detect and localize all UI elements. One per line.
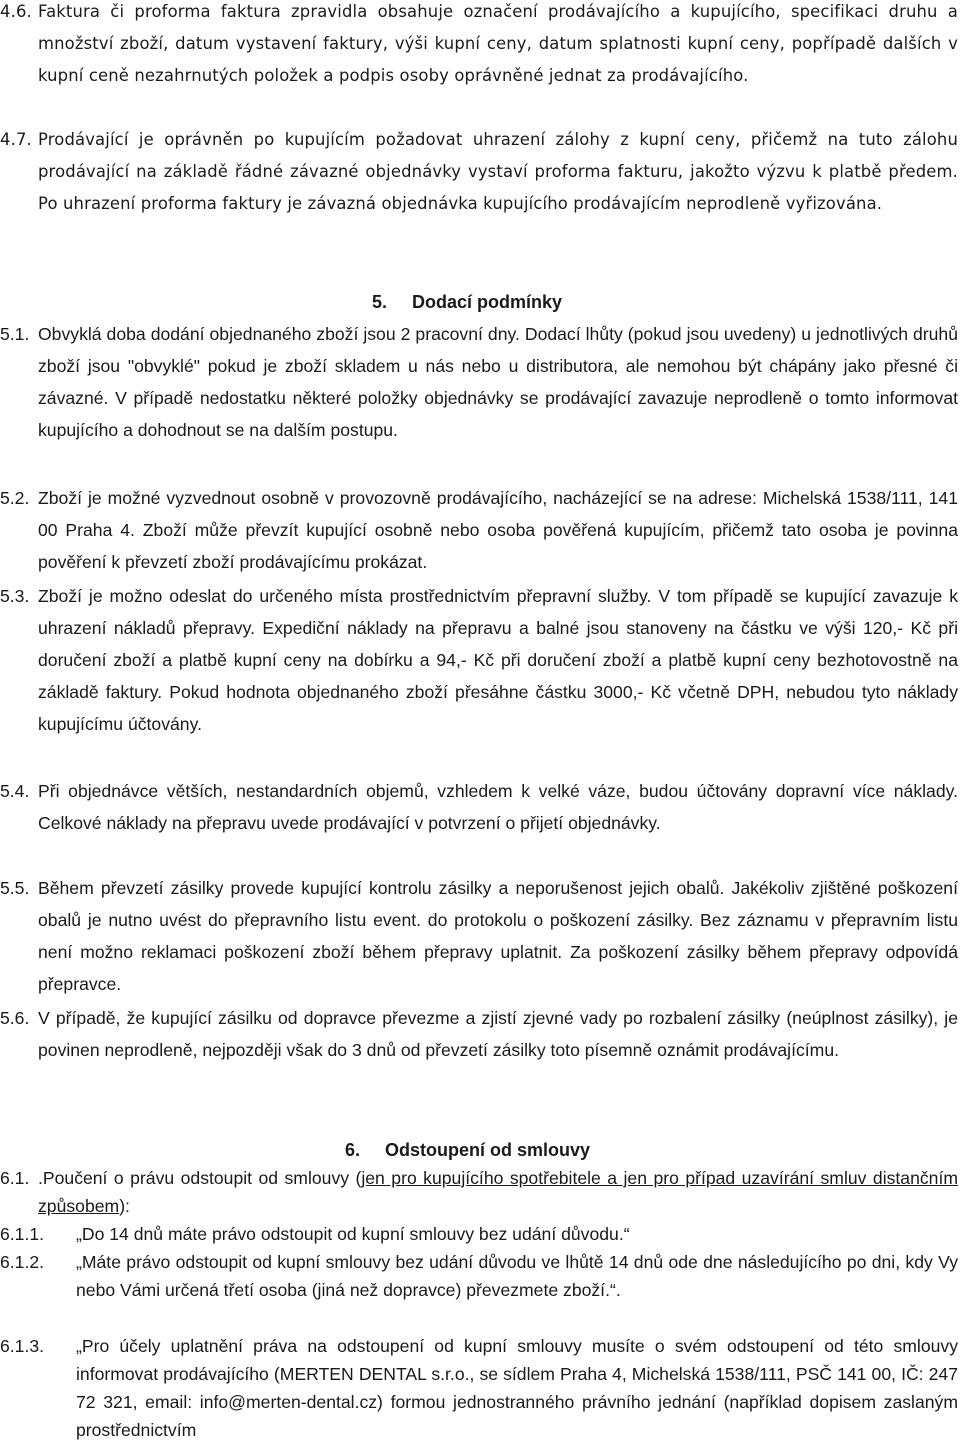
paragraph-text: Faktura či proforma faktura zpravidla obsahuje označení prodávajícího a kupujícího, specifikaci druhu a množství zboží, datum vystavení faktury, výši kupní ceny, datum splatnosti kupní ceny, popřípadě dalších v kupní ceně nezahrnutých položek a podpis osoby oprávněné jednat za prodávajícího. [38,2,958,85]
paragraph-text: Prodávající je oprávněn po kupujícím požadovat uhrazení zálohy z kupní ceny, přičemž na tuto zálohu prodávající na základě řádné závazné objednávky vystaví proforma fakturu, jakožto výzvu k platbě předem. Po uhrazení proforma faktury je závazná objednávka kupujícího prodávajícím neprodleně vyřizována. [38,130,958,213]
paragraph-5-4 [0,775,958,839]
paragraph-number: 4.7. [0,130,32,149]
paragraph-5-1 [0,318,958,446]
paragraph-5-3 [0,580,958,740]
paragraph-5-6 [0,1002,958,1066]
section-number: 5. [372,292,388,312]
paragraph-number: 6.1.3. [0,1336,45,1356]
paragraph-4-6 [0,0,958,92]
paragraph-6-1 [0,1164,958,1220]
paragraph-number: 5.5. [0,878,30,898]
paragraph-5-2 [0,482,958,578]
paragraph-number: 6.1. [0,1168,30,1188]
paragraph-text: „Pro účely uplatnění práva na odstoupení od kupní smlouvy musíte o svém odstoupení od této smlouvy informovat prodávajícího (MERTEN DENTAL s.r.o., se sídlem Praha 4, Michelská 1538/111, PSČ 141 00, IČ: 247 72 321, email: info@merten-dental.cz) formou jednostranného právního jednání (například dopisem zaslaným prostřednictvím [76,1336,958,1440]
paragraph-text: Během převzetí zásilky provede kupující kontrolu zásilky a neporušenost jejich obalů. Jakékoliv zjištěné poškození obalů je nutno uvést do přepravního listu event. do protokolu o poškození zásilky. Bez záznamu v přepravním listu není možno reklamaci poškození zboží během přepravy uplatnit. Za poškození zásilky během přepravy odpovídá přepravce. [38,878,958,994]
paragraph-text [38,1164,958,1220]
paragraph-text: „Do 14 dnů máte právo odstoupit od kupní smlouvy bez udání důvodu.“ [76,1224,630,1244]
paragraph-4-7 [0,124,958,220]
lead-suffix: ): [119,1196,130,1216]
paragraph-number: 5.1. [0,324,30,344]
section-heading-5 [372,286,562,318]
paragraph-6-1-3 [0,1332,958,1444]
paragraph-number: 6.1.2. [0,1252,45,1272]
paragraph-number: 5.4. [0,781,30,801]
paragraph-text: „Máte právo odstoupit od kupní smlouvy bez udání důvodu ve lhůtě 14 dnů ode dne následujícího po dni, kdy Vy nebo Vámi určená třetí osoba (jiná než dopravce) převezmete zboží.“. [76,1252,958,1300]
paragraph-number: 5.3. [0,586,30,606]
paragraph-number: 5.6. [0,1008,30,1028]
paragraph-text: Obvyklá doba dodání objednaného zboží jsou 2 pracovní dny. Dodací lhůty (pokud jsou uvedeny) u jednotlivých druhů zboží jsou "obvyklé" pokud je zboží skladem u nás nebo u distributora, ale nemohou být chápány jako přesné či závazné. V případě nedostatku některé položky objednávky se prodávající zavazuje neprodleně o tomto informovat kupujícího a dohodnout se na dalším postupu. [38,324,958,440]
paragraph-text: Zboží je možno odeslat do určeného místa prostřednictvím přepravní služby. V tom případě se kupující zavazuje k uhrazení nákladů přepravy. Expediční náklady na přepravu a balné jsou stanoveny na částku ve výši 120,- Kč při doručení zboží a platbě kupní ceny na dobírku a 94,- Kč při doručení zboží a platbě kupní ceny bezhotovostně na základě faktury. Pokud hodnota objednaného zboží přesáhne částku 3000,- Kč včetně DPH, nebudou tyto náklady kupujícímu účtovány. [38,586,958,734]
paragraph-number: 5.2. [0,488,30,508]
paragraph-text: Zboží je možné vyzvednout osobně v provozovně prodávajícího, nacházející se na adrese: Michelská 1538/111, 141 00 Praha 4. Zboží může převzít kupující osobně nebo osoba pověřená kupujícím, přičemž tato osoba je povinna pověření k převzetí zboží prodávajícímu prokázat. [38,488,958,572]
paragraph-5-5 [0,872,958,1000]
paragraph-6-1-1 [0,1220,958,1248]
paragraph-text: V případě, že kupující zásilku od dopravce převezme a zjistí zjevné vady po rozbalení zásilky (neúplnost zásilky), je povinen neprodleně, nejpozději však do 3 dnů od převzetí zásilky toto písemně oznámit prodávajícímu. [38,1008,958,1060]
section-title: Dodací podmínky [412,292,563,312]
section-number: 6. [345,1140,361,1160]
paragraph-6-1-2 [0,1248,958,1304]
underlined-scope: jen pro kupujícího spotřebitele a jen pro případ uzavírání smluv distančním způsobem [38,1168,958,1216]
paragraph-number: 4.6. [0,2,32,21]
lead-prefix: .Poučení o právu odstoupit od smlouvy ( [38,1168,362,1188]
paragraph-number: 6.1.1. [0,1224,45,1244]
paragraph-text: Při objednávce větších, nestandardních objemů, vzhledem k velké váze, budou účtovány dopravní více náklady. Celkové náklady na přepravu uvede prodávající v potvrzení o přijetí objednávky. [38,781,958,833]
section-heading-6 [345,1134,590,1166]
section-title: Odstoupení od smlouvy [385,1140,591,1160]
